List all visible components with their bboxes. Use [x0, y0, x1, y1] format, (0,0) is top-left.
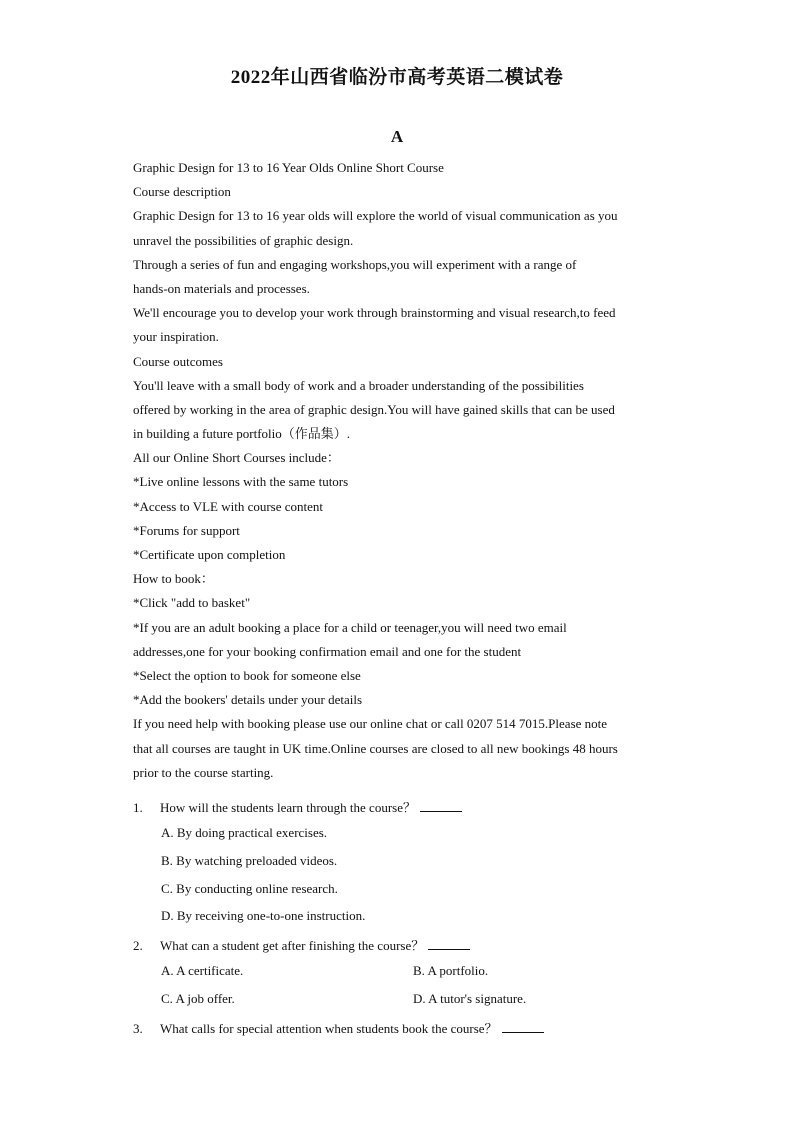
passage-line: *Certificate upon completion [133, 547, 286, 562]
passage-line: Course outcomes [133, 353, 223, 369]
passage-line: We'll encourage you to develop your work through brainstorming and visual research,to feed [133, 305, 616, 321]
passage-line: *Click "add to basket" [133, 595, 251, 611]
question-number: 3. [133, 1021, 143, 1036]
passage-line: *If you are an adult booking a place for a child or teenager,you will need two email [133, 619, 567, 635]
passage-line: addresses,one for your booking confirmation email and one for the student [133, 643, 522, 659]
question-1 [133, 797, 462, 816]
option-1c[interactable]: C. By conducting online research. [161, 881, 338, 896]
question-text: How will the students learn through the course？ [160, 800, 416, 815]
option-1a[interactable]: A. By doing practical exercises. [161, 825, 328, 840]
question-2 [133, 935, 470, 954]
passage-line: Through a series of fun and engaging workshops,you will experiment with a range of [133, 256, 577, 272]
passage-line: If you need help with booking please use our online chat or call 0207 514 7015.Please note [133, 716, 608, 732]
answer-blank[interactable] [502, 1020, 544, 1033]
answer-blank[interactable] [420, 799, 462, 812]
passage-line: Graphic Design for 13 to 16 Year Olds Online Short Course [133, 160, 444, 175]
question-number: 2. [133, 938, 143, 953]
passage-line: in building a future portfolio（作品集）. [133, 426, 351, 442]
passage-line: *Access to VLE with course content [133, 498, 324, 514]
option-1b[interactable]: B. By watching preloaded videos. [161, 853, 338, 868]
passage-line: your inspiration. [133, 329, 219, 345]
passage-line: *Forums for support [133, 522, 240, 538]
passage-line: prior to the course starting. [133, 764, 274, 780]
question-text: What can a student get after finishing the course？ [160, 938, 425, 953]
passage [133, 156, 663, 785]
option-2a[interactable]: A. A certificate. [161, 963, 244, 978]
passage-line: *Add the bookers' details under your details [133, 692, 363, 708]
option-1d[interactable]: D. By receiving one-to-one instruction. [161, 908, 366, 923]
passage-line: *Select the option to book for someone else [133, 667, 361, 683]
passage-line: *Live online lessons with the same tutors [133, 474, 349, 490]
question-number: 1. [133, 800, 143, 815]
passage-line: Graphic Design for 13 to 16 year olds will explore the world of visual communication as you [133, 208, 618, 224]
passage-line: unravel the possibilities of graphic design. [133, 232, 354, 248]
section-heading: A [390, 127, 404, 146]
passage-line: that all courses are taught in UK time.Online courses are closed to all new bookings 48 hours [133, 740, 618, 756]
question-3 [133, 1018, 544, 1037]
option-2b[interactable]: B. A portfolio. [413, 963, 489, 978]
answer-blank[interactable] [428, 937, 470, 950]
exam-title: 2022年山西省临汾市高考英语二模试卷 [230, 67, 564, 88]
passage-line: Course description [133, 184, 231, 200]
passage-line: You'll leave with a small body of work and a broader understanding of the possibilities [133, 377, 584, 393]
passage-line: offered by working in the area of graphic design.You will have gained skills that can be used [133, 401, 615, 417]
passage-line: How to book： [133, 571, 214, 587]
option-2d[interactable]: D. A tutor's signature. [413, 991, 527, 1006]
option-2c[interactable]: C. A job offer. [161, 991, 235, 1006]
passage-line: hands-on materials and processes. [133, 280, 310, 296]
question-text: What calls for special attention when students book the course？ [160, 1021, 498, 1036]
passage-line: All our Online Short Courses include： [133, 450, 340, 466]
